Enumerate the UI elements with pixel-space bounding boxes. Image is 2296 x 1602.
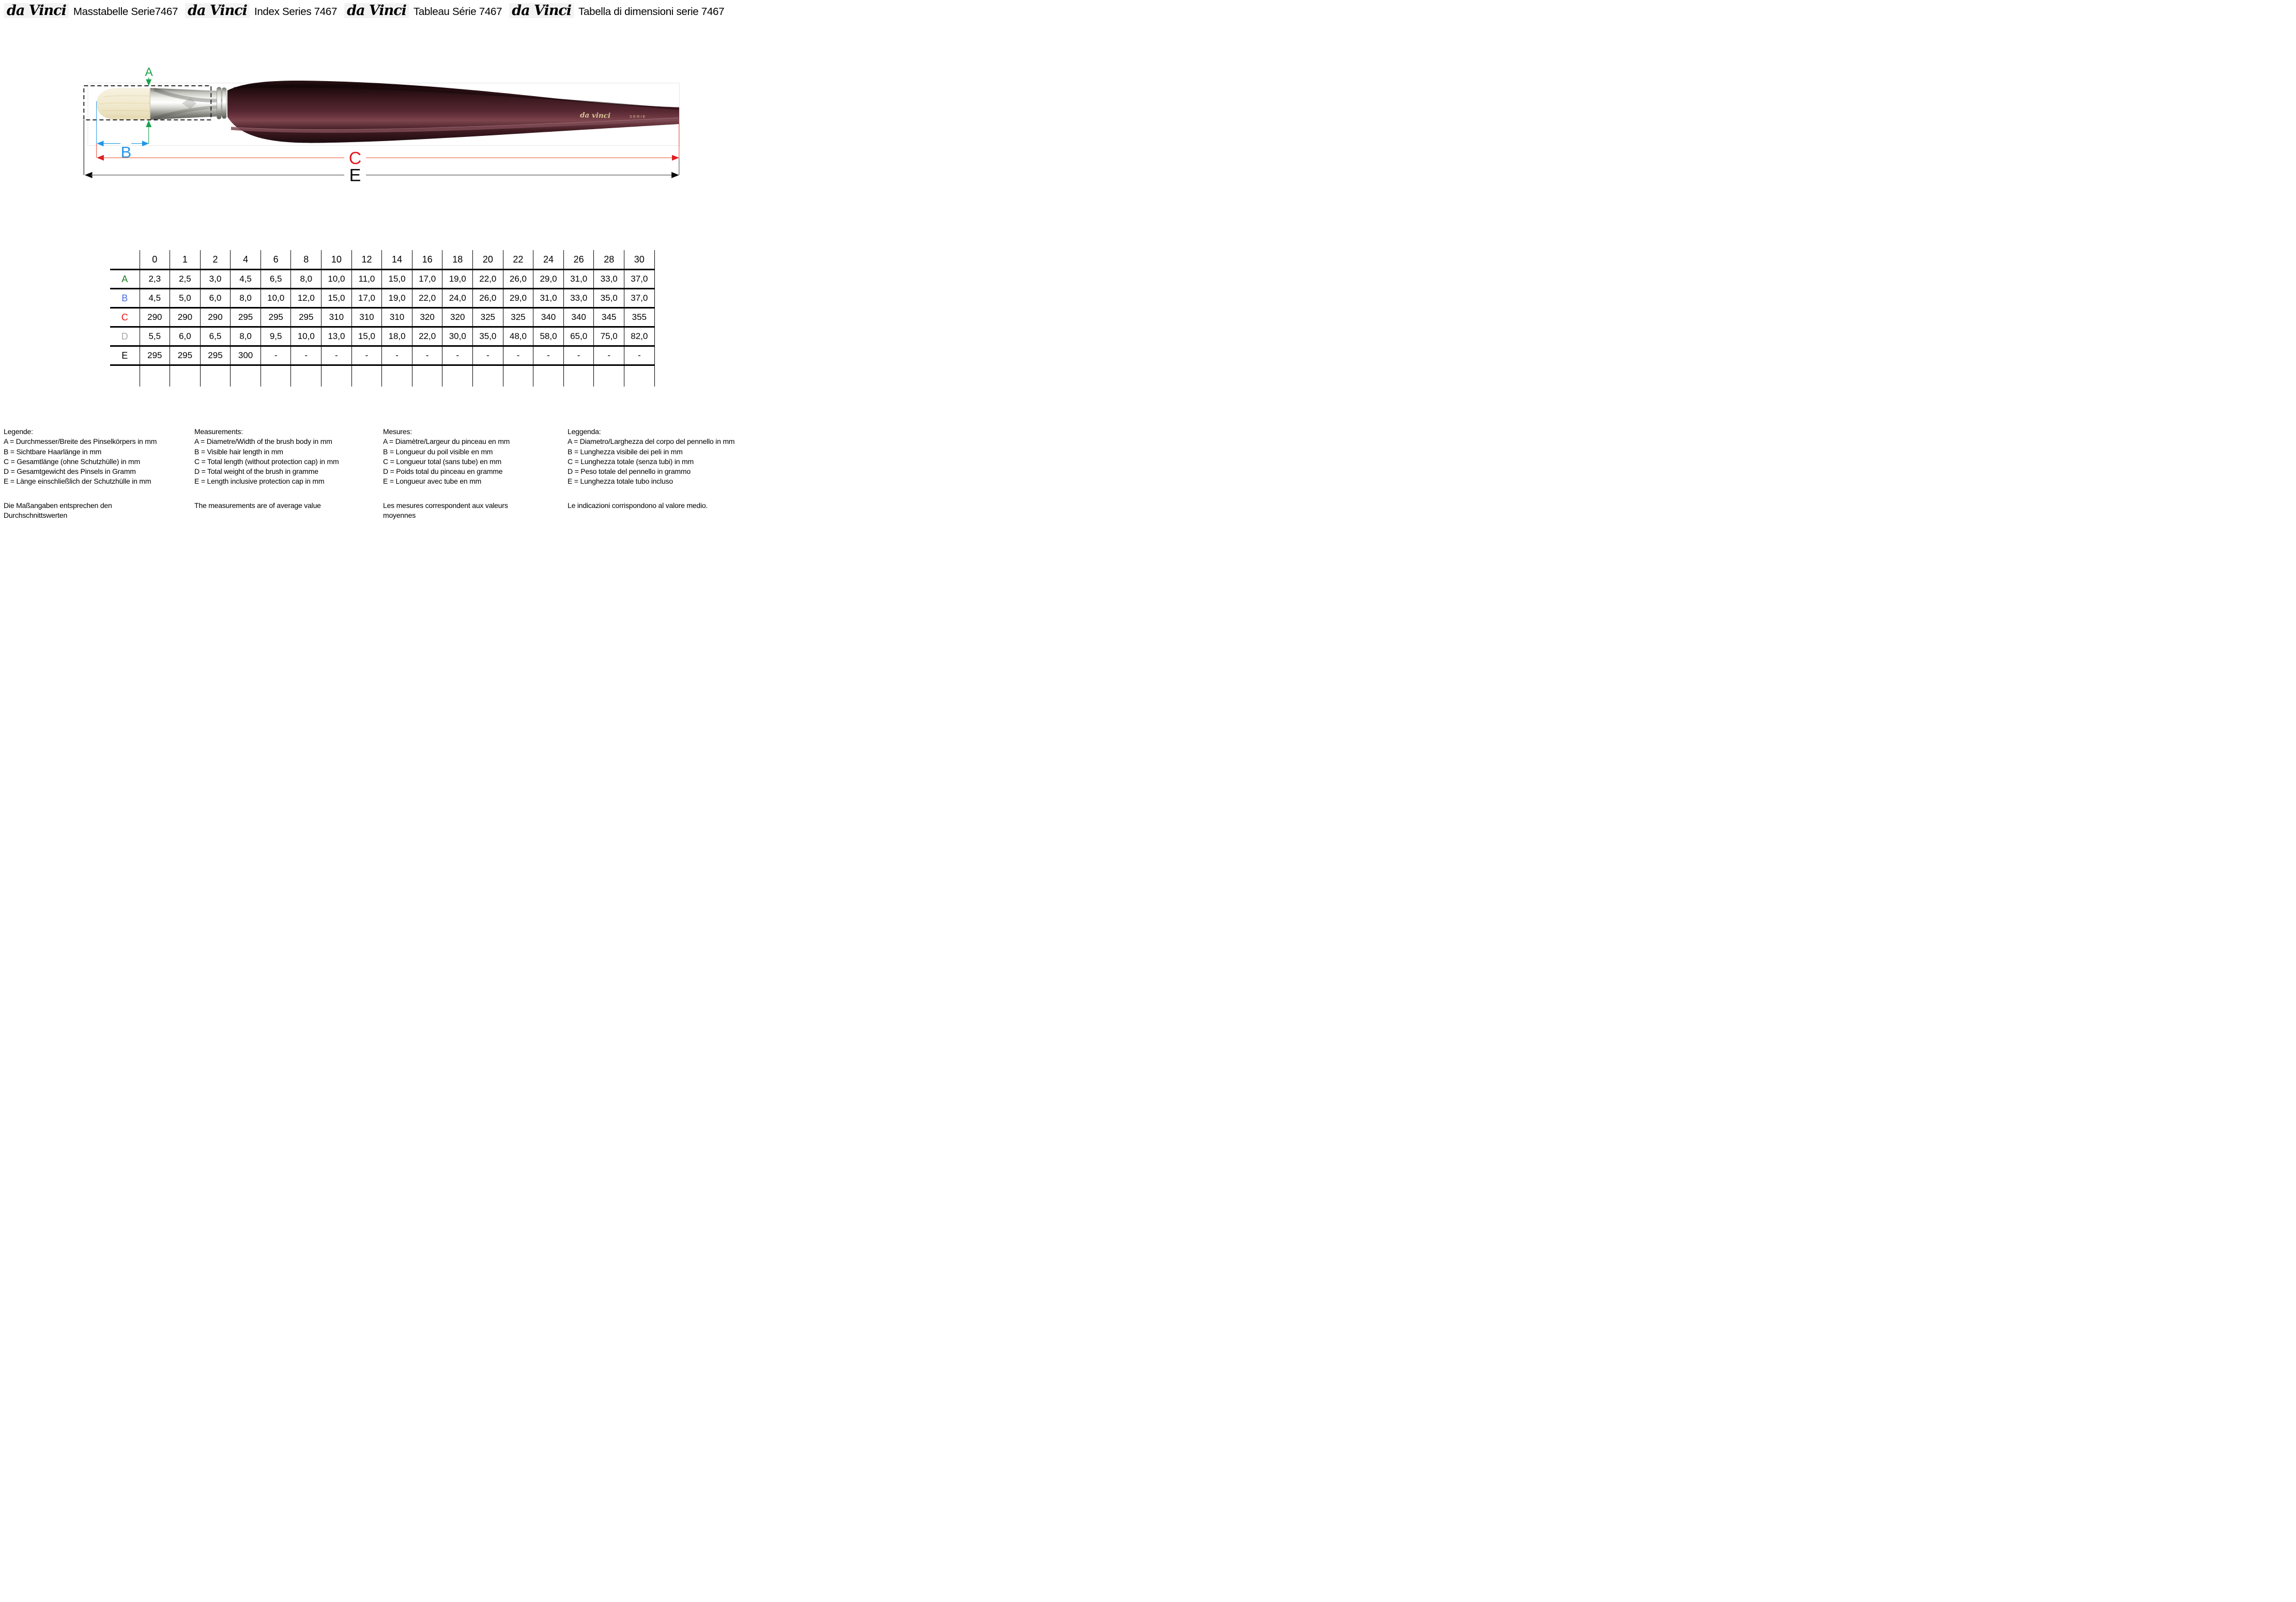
legend-line: C = Gesamtlänge (ohne Schutzhülle) in mm: [4, 457, 140, 466]
handle-brand-text: da vinci: [579, 111, 611, 120]
table-cell: -: [322, 346, 352, 365]
arrow-up-icon: [146, 120, 151, 127]
table-cell: -: [261, 346, 291, 365]
row-label-E: E: [110, 346, 140, 365]
brush-photo: [97, 81, 679, 143]
legend-line: E = Length inclusive protection cap in mm: [194, 477, 325, 486]
table-row-A: [110, 270, 654, 289]
table-cell: 22,0: [412, 327, 442, 346]
table-cell: 35,0: [473, 327, 503, 346]
table-cell: 37,0: [624, 270, 655, 289]
table-cell: 295: [170, 346, 201, 365]
table-cell: 6,5: [200, 327, 231, 346]
table-header-row: [110, 250, 654, 270]
header-title-it-text: Tabella di dimensioni serie 7467: [578, 6, 725, 18]
column-header-20: 20: [473, 250, 503, 270]
table-cell: 13,0: [322, 327, 352, 346]
header-title-de-text: Masstabelle Serie7467: [73, 6, 178, 18]
table-cell: 30,0: [442, 327, 473, 346]
table-cell: -: [382, 346, 412, 365]
column-header-0: 0: [140, 250, 170, 270]
table-cell: 5,0: [170, 289, 201, 308]
column-header-1: 1: [170, 250, 201, 270]
table-cell: 33,0: [594, 270, 624, 289]
table-row-C: [110, 308, 654, 327]
table-cell: -: [351, 346, 382, 365]
table-cell: 26,0: [473, 289, 503, 308]
brush-figure: [0, 0, 765, 217]
table-cell: 15,0: [351, 327, 382, 346]
table-cell: 310: [382, 308, 412, 327]
legend-note: Durchschnittswerten: [4, 511, 68, 520]
table-cell-empty: [594, 365, 624, 387]
table-cell: 345: [594, 308, 624, 327]
table-cell: 295: [231, 308, 261, 327]
table-cell: 29,0: [533, 270, 564, 289]
table-cell: -: [473, 346, 503, 365]
brush-handle: [227, 81, 679, 143]
table-cell: 18,0: [382, 327, 412, 346]
table-cell-empty: [291, 365, 322, 387]
arrow-left-icon: [97, 155, 104, 161]
arrow-down-icon: [146, 80, 151, 86]
table-cell-empty: [231, 365, 261, 387]
table-cell: -: [442, 346, 473, 365]
table-cell: 2,5: [170, 270, 201, 289]
legend-french: [383, 427, 565, 520]
table-cell-empty: [170, 365, 201, 387]
legend-italian: [568, 427, 749, 511]
ferrule-crimp: [217, 87, 222, 119]
row-label-A: A: [110, 270, 140, 289]
table-cell: 290: [170, 308, 201, 327]
table-cell: 295: [200, 346, 231, 365]
legend-line: B = Lunghezza visibile dei peli in mm: [568, 447, 683, 456]
dim-label-e: E: [349, 165, 361, 186]
legend-note: moyennes: [383, 511, 416, 520]
table-cell: 9,5: [261, 327, 291, 346]
table-cell: 29,0: [503, 289, 533, 308]
legend-note: Les mesures correspondent aux valeurs: [383, 501, 508, 510]
legend-line: A = Diametro/Larghezza del corpo del pennello in mm: [568, 437, 735, 446]
table-cell: 295: [261, 308, 291, 327]
legend-line: C = Lunghezza totale (senza tubi) in mm: [568, 457, 694, 466]
table-cell-empty: [140, 365, 170, 387]
table-cell-empty: [200, 365, 231, 387]
table-cell: -: [594, 346, 624, 365]
table-cell: 10,0: [322, 270, 352, 289]
legend-line: B = Longueur du poil visible en mm: [383, 447, 493, 456]
column-header-14: 14: [382, 250, 412, 270]
table-cell: 8,0: [231, 289, 261, 308]
table-cell: 295: [291, 308, 322, 327]
legend-line: D = Gesamtgewicht des Pinsels in Gramm: [4, 467, 136, 476]
legend-line: E = Longueur avec tube en mm: [383, 477, 482, 486]
table-cell-empty: [442, 365, 473, 387]
column-header-8: 8: [291, 250, 322, 270]
legend-title: Mesures:: [383, 427, 412, 436]
header-title-fr-text: Tableau Série 7467: [413, 6, 502, 18]
table-cell: 12,0: [291, 289, 322, 308]
table-cell: -: [412, 346, 442, 365]
table-cell: 48,0: [503, 327, 533, 346]
davinci-logo: da Vinci: [185, 3, 250, 18]
legend-english: [194, 427, 376, 511]
table-cell: 3,0: [200, 270, 231, 289]
brush-bristles: [97, 88, 151, 120]
legend-line: C = Total length (without protection cap) in mm: [194, 457, 339, 466]
legend-line: D = Poids total du pinceau en gramme: [383, 467, 503, 476]
size-table: [110, 250, 655, 387]
arrow-right-icon: [671, 172, 679, 178]
table-cell: -: [624, 346, 655, 365]
legend-line: B = Visible hair length in mm: [194, 447, 283, 456]
legend-title: Measurements:: [194, 427, 243, 436]
legend-line: A = Durchmesser/Breite des Pinselkörpers in mm: [4, 437, 157, 446]
row-label-C: C: [110, 308, 140, 327]
table-row-B: [110, 289, 654, 308]
table-cell: 75,0: [594, 327, 624, 346]
table-cell-empty: [382, 365, 412, 387]
dim-label-c: C: [348, 148, 362, 168]
table-cell-empty: [533, 365, 564, 387]
table-cell: 8,0: [291, 270, 322, 289]
table-cell: -: [503, 346, 533, 365]
legend-line: E = Lunghezza totale tubo incluso: [568, 477, 673, 486]
table-cell: 10,0: [261, 289, 291, 308]
table-row-D: [110, 327, 654, 346]
davinci-logo: da Vinci: [509, 3, 574, 18]
table-cell: 300: [231, 346, 261, 365]
table-cell: 35,0: [594, 289, 624, 308]
table-cell: 33,0: [563, 289, 594, 308]
table-cell: 19,0: [382, 289, 412, 308]
table-cell-empty: [110, 365, 140, 387]
legend-line: C = Longueur total (sans tube) en mm: [383, 457, 501, 466]
dim-label-a: A: [145, 65, 153, 79]
column-header-22: 22: [503, 250, 533, 270]
column-header-18: 18: [442, 250, 473, 270]
table-cell: 19,0: [442, 270, 473, 289]
table-cell-empty: [503, 365, 533, 387]
column-header-30: 30: [624, 250, 655, 270]
arrow-right-icon: [672, 155, 679, 161]
table-cell-empty: [412, 365, 442, 387]
column-header-10: 10: [322, 250, 352, 270]
legend-line: A = Diamètre/Largeur du pinceau en mm: [383, 437, 510, 446]
table-cell: 6,0: [200, 289, 231, 308]
header-title-en-text: Index Series 7467: [254, 6, 338, 18]
davinci-logo: da Vinci: [344, 3, 409, 18]
corner-cell: [110, 250, 140, 270]
legend-line: B = Sichtbare Haarlänge in mm: [4, 447, 102, 456]
legend-note: Le indicazioni corrispondono al valore medio.: [568, 501, 708, 510]
table-cell: 17,0: [412, 270, 442, 289]
table-cell: 340: [533, 308, 564, 327]
table-cell: 6,5: [261, 270, 291, 289]
table-cell: 5,5: [140, 327, 170, 346]
legend-note: Die Maßangaben entsprechen den: [4, 501, 112, 510]
column-header-24: 24: [533, 250, 564, 270]
table-cell: 325: [473, 308, 503, 327]
table-cell: 24,0: [442, 289, 473, 308]
table-row-E: [110, 346, 654, 365]
table-cell: 325: [503, 308, 533, 327]
legend-german: [4, 427, 186, 520]
table-cell: 4,5: [231, 270, 261, 289]
table-cell: 310: [351, 308, 382, 327]
table-cell-empty: [624, 365, 655, 387]
table-cell: 355: [624, 308, 655, 327]
table-cell: 290: [200, 308, 231, 327]
table-cell: 22,0: [412, 289, 442, 308]
row-label-B: B: [110, 289, 140, 308]
legend-line: D = Total weight of the brush in gramme: [194, 467, 318, 476]
table-cell-empty: [261, 365, 291, 387]
table-cell: 8,0: [231, 327, 261, 346]
table-cell-empty: [351, 365, 382, 387]
table-cell-empty: [473, 365, 503, 387]
legend-note: The measurements are of average value: [194, 501, 321, 510]
table-cell: 17,0: [351, 289, 382, 308]
table-cell: 58,0: [533, 327, 564, 346]
table-empty-row: [110, 365, 654, 387]
table-cell: 31,0: [563, 270, 594, 289]
column-header-12: 12: [351, 250, 382, 270]
table-cell: 320: [442, 308, 473, 327]
page: [0, 0, 765, 534]
column-header-6: 6: [261, 250, 291, 270]
table-cell: 6,0: [170, 327, 201, 346]
column-header-28: 28: [594, 250, 624, 270]
legend-title: Leggenda:: [568, 427, 601, 436]
davinci-logo: da Vinci: [4, 3, 69, 18]
row-label-D: D: [110, 327, 140, 346]
table-cell: 82,0: [624, 327, 655, 346]
table-cell: 10,0: [291, 327, 322, 346]
table-cell: 37,0: [624, 289, 655, 308]
table-cell: 4,5: [140, 289, 170, 308]
table-cell: 320: [412, 308, 442, 327]
table-cell: 15,0: [322, 289, 352, 308]
table-cell: 11,0: [351, 270, 382, 289]
table-cell: 15,0: [382, 270, 412, 289]
table-cell: 26,0: [503, 270, 533, 289]
legend-line: D = Peso totale del pennello in grammo: [568, 467, 691, 476]
table-cell: 340: [563, 308, 594, 327]
table-cell: 22,0: [473, 270, 503, 289]
handle-serie-text: SERIE: [630, 114, 647, 119]
table-cell: 2,3: [140, 270, 170, 289]
table-cell: 65,0: [563, 327, 594, 346]
legend-line: A = Diametre/Width of the brush body in mm: [194, 437, 332, 446]
table-cell: -: [563, 346, 594, 365]
table-cell-empty: [563, 365, 594, 387]
legend-title: Legende:: [4, 427, 33, 436]
table-cell: 310: [322, 308, 352, 327]
column-header-2: 2: [200, 250, 231, 270]
table-cell: 295: [140, 346, 170, 365]
table-cell: 290: [140, 308, 170, 327]
table-cell: -: [291, 346, 322, 365]
column-header-4: 4: [231, 250, 261, 270]
column-header-26: 26: [563, 250, 594, 270]
table-cell: -: [533, 346, 564, 365]
dim-label-b: B: [120, 143, 132, 161]
table-cell-empty: [322, 365, 352, 387]
table-cell: 31,0: [533, 289, 564, 308]
legend-line: E = Länge einschließlich der Schutzhülle in mm: [4, 477, 151, 486]
column-header-16: 16: [412, 250, 442, 270]
